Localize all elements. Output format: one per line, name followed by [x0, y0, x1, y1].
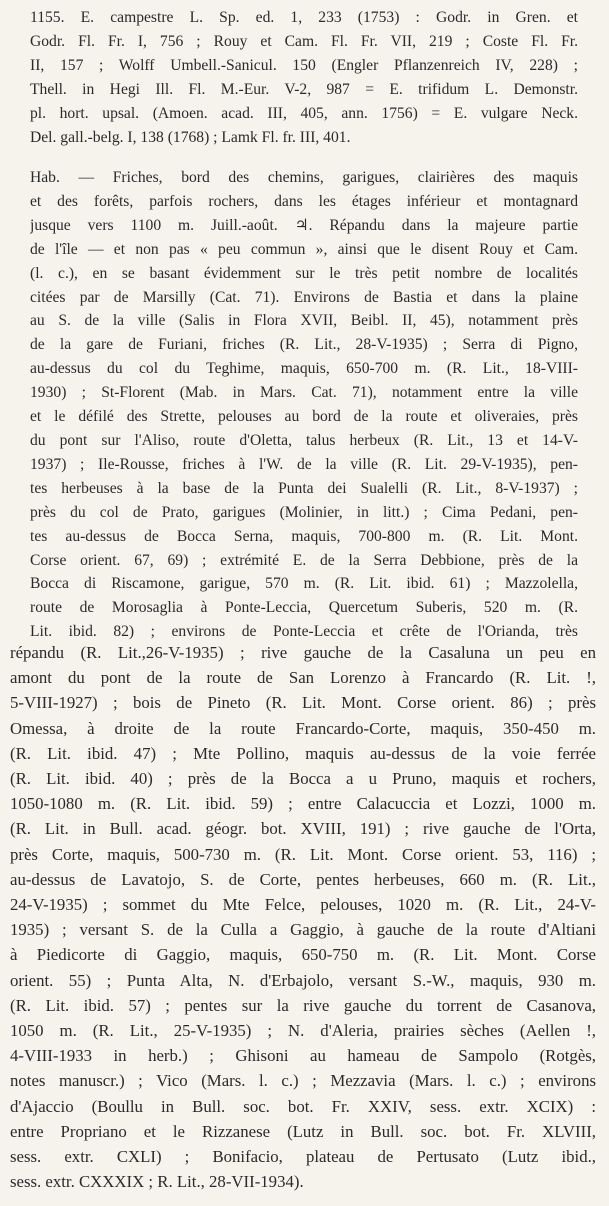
text-line: Bocca di Riscamone, garigue, 570 m. (R. Lit. ibid. 61) ; Mazzolella, — [30, 575, 578, 593]
text-line: répandu (R. Lit.,26-V-1935) ; rive gauche de la Casaluna un peu en — [10, 643, 596, 662]
text-line: près Corte, maquis, 500-730 m. (R. Lit. Mont. Corse orient. 53, 116) ; — [10, 844, 596, 864]
text-line: de l'île — et non pas « peu commun », ainsi que le disent Rouy et Cam. — [30, 240, 578, 258]
text-line: du pont sur l'Aliso, route d'Oletta, talus herbeux (R. Lit., 13 et 14-V- — [30, 431, 578, 449]
text-line: Omessa, à droite de la route Francardo-Corte, maquis, 350-450 m. — [10, 718, 596, 738]
text-line: de la gare de Furiani, friches (R. Lit., 28-V-1935) ; Serra di Pigno, — [30, 336, 578, 354]
text-line: (R. Lit. ibid. 47) ; Mte Pollino, maquis au-dessus de la voie ferrée — [10, 743, 596, 763]
text-line: Corse orient. 67, 69) ; extrémité E. de la Serra Debbione, près de la — [30, 551, 578, 569]
text-line: pl. hort. upsal. (Amoen. acad. III, 405, ann. 1756) = E. vulgare Neck. — [30, 104, 578, 122]
text-line: au-dessus de Lavatojo, S. de Corte, pentes herbeuses, 660 m. (R. Lit., — [10, 869, 596, 889]
text-line: d'Ajaccio (Boullu in Bull. soc. bot. Fr. XXIV, sess. extr. XCIX) : — [10, 1096, 596, 1116]
text-line: au-dessus du col du Teghime, maquis, 650-700 m. (R. Lit., 18-VIII- — [30, 360, 578, 378]
text-line: orient. 55) ; Punta Alta, N. d'Erbajolo, versant S.-W., maquis, 930 m. — [10, 970, 596, 990]
text-line: 1155. E. campestre L. Sp. ed. 1, 233 (1753) : Godr. in Gren. et — [30, 9, 578, 26]
text-line: 1935) ; versant S. de la Culla a Gaggio, à gauche de la route d'Altiani — [10, 920, 596, 940]
text-line: sess. extr. CXXXIX ; R. Lit., 28-VII-1934). — [10, 1172, 304, 1192]
text-line: entre Propriano et le Rizzanese (Lutz in Bull. soc. bot. Fr. XLVIII, — [10, 1121, 596, 1141]
text-line: 1050 m. (R. Lit., 25-V-1935) ; N. d'Aleria, prairies sèches (Aellen !, — [10, 1021, 596, 1041]
text-line: près du col de Prato, garigues (Molinier, in litt.) ; Cima Pedani, pen- — [30, 503, 578, 521]
text-line: tes au-dessus de Bocca Serna, maquis, 700-800 m. (R. Lit. Mont. — [30, 527, 578, 545]
text-line: 5-VIII-1927) ; bois de Pineto (R. Lit. Mont. Corse orient. 86) ; près — [10, 693, 596, 713]
text-line: (R. Lit. ibid. 57) ; pentes sur la rive gauche du torrent de Casanova, — [10, 995, 596, 1015]
habitat-paragraph-small — [30, 166, 578, 644]
text-line: 1930) ; St-Florent (Mab. in Mars. Cat. 71), notamment entre la ville — [30, 384, 578, 402]
text-line: amont du pont de la route de San Lorenzo à Francardo (R. Lit. !, — [10, 668, 596, 688]
text-line: route de Morosaglia à Ponte-Leccia, Quercetum Suberis, 520 m. (R. — [30, 599, 578, 617]
text-line: (l. c.), en se basant évidemment sur le très petit nombre de localités — [30, 264, 578, 282]
text-line: Hab. — Friches, bord des chemins, garigues, clairières des maquis — [30, 169, 578, 186]
text-line: à Piedicorte di Gaggio, maquis, 650-750 m. (R. Lit. Mont. Corse — [10, 945, 596, 965]
text-line: 24-V-1935) ; sommet du Mte Felce, pelouses, 1020 m. (R. Lit., 24-V- — [10, 895, 596, 915]
text-line: et le défilé des Strette, pelouses au bord de la route et oliveraies, près — [30, 408, 578, 426]
text-line: tes herbeuses à la base de la Punta dei Sualelli (R. Lit., 8-V-1937) ; — [30, 479, 578, 497]
text-line: (R. Lit. in Bull. acad. géogr. bot. XVIII, 191) ; rive gauche de l'Orta, — [10, 819, 596, 839]
text-line: sess. extr. CXLI) ; Bonifacio, plateau de Pertusato (Lutz ibid., — [10, 1147, 596, 1167]
synonymy-paragraph — [30, 6, 578, 149]
text-line: jusque vers 1100 m. Juill.-août. ♃. Répandu dans la majeure partie — [30, 216, 578, 234]
text-line: (R. Lit. ibid. 40) ; près de la Bocca a u Pruno, maquis et rochers, — [10, 769, 596, 789]
text-line: au S. de la ville (Salis in Flora XVII, Beibl. II, 45), notamment près — [30, 312, 578, 330]
text-line: Lit. ibid. 82) ; environs de Ponte-Leccia et crête de l'Orianda, très — [30, 623, 578, 641]
text-line: 4-VIII-1933 in herb.) ; Ghisoni au hameau de Sampolo (Rotgès, — [10, 1046, 596, 1066]
text-line: citées par de Marsilly (Cat. 71). Environs de Bastia et dans la plaine — [30, 288, 578, 306]
text-line: notes manuscr.) ; Vico (Mars. l. c.) ; Mezzavia (Mars. l. c.) ; environs — [10, 1071, 596, 1091]
habitat-paragraph-large — [10, 640, 596, 1194]
text-line: 1050-1080 m. (R. Lit. ibid. 59) ; entre Calacuccia et Lozzi, 1000 m. — [10, 794, 596, 814]
text-line: et des forêts, parfois rochers, dans les étages inférieur et montagnard — [30, 192, 578, 210]
text-line: Del. gall.-belg. I, 138 (1768) ; Lamk Fl. fr. III, 401. — [30, 128, 351, 146]
text-line: Godr. Fl. Fr. I, 756 ; Rouy et Cam. Fl. Fr. VII, 219 ; Coste Fl. Fr. — [30, 32, 578, 50]
text-line: Thell. in Hegi Ill. Fl. M.-Eur. V-2, 987 = E. trifidum L. Demonstr. — [30, 80, 578, 98]
text-line: 1937) ; Ile-Rousse, friches à l'W. de la ville (R. Lit. 29-V-1935), pen- — [30, 455, 578, 473]
text-line: II, 157 ; Wolff Umbell.-Sanicul. 150 (Engler Pflanzenreich IV, 228) ; — [30, 56, 578, 74]
